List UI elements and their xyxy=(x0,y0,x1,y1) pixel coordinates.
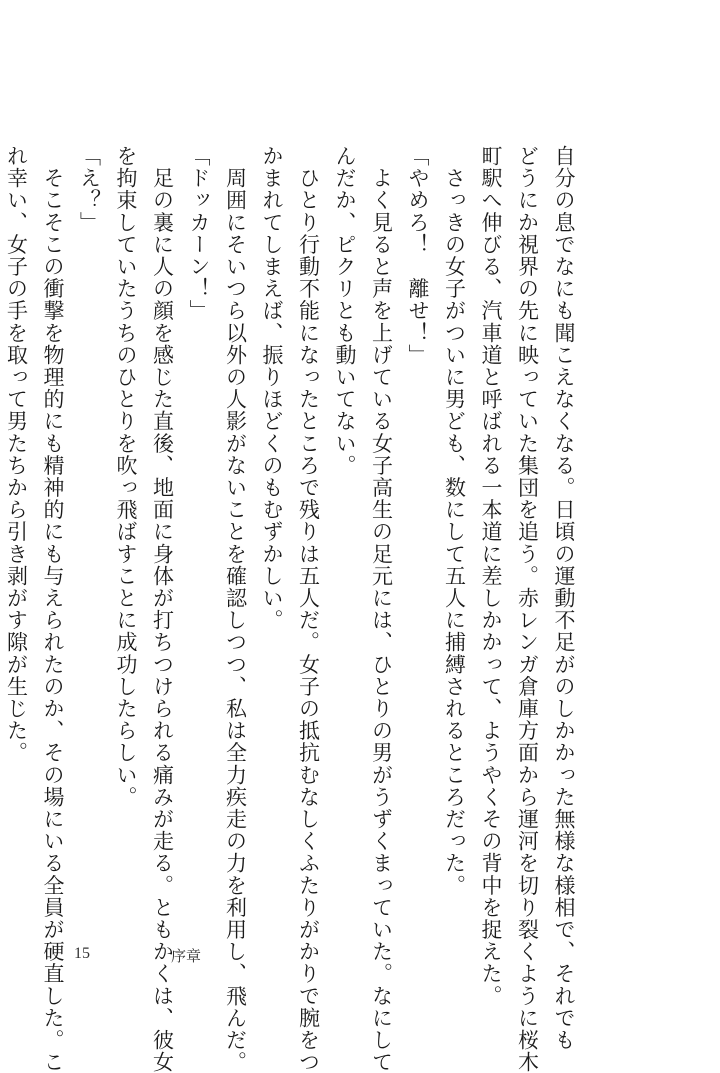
text-line: 足の裏に人の顔を感じた直後、地面に身体が打ちつけられる痛みが走る。ともかくは、彼女 xyxy=(150,145,175,1073)
text-line: よく見ると声を上げている女子高生の足元には、ひとりの男がうずくまっていた。なにして xyxy=(369,145,394,1073)
text-line: 「やめろ！ 離せ！」 xyxy=(406,145,430,366)
text-line: どうにか視界の先に映っていた集団を追う。赤レンガ倉庫方面から運河を切り裂くように桜木 xyxy=(515,145,540,1073)
text-line: を拘束していたうちのひとりを吹っ飛ばすことに成功したらしい。 xyxy=(114,145,138,808)
text-line: 町駅へ伸びる、汽車道と呼ばれる一本道に差しかかって、ようやくその背中を捉えた。 xyxy=(479,145,503,1007)
text-line: かまれてしまえば、振りほどくのもむずかしい。 xyxy=(260,145,284,632)
text-line: 周囲にそいつら以外の人影がないことを確認しつつ、私は全力疾走の力を利用し、飛んだ。 xyxy=(223,145,248,1073)
text-line: ひとり行動不能になったところで残りは五人だ。女子の抵抗むなしくふたりがかりで腕をつ xyxy=(296,145,321,1073)
text-line: んだか、ピクリとも動いてない。 xyxy=(333,145,357,477)
chapter-title: 序章 xyxy=(171,947,202,965)
text-line: さっきの女子がついに男ども、数にして五人に捕縛されるところだった。 xyxy=(442,145,467,897)
text-line: そこそこの衝撃を物理的にも精神的にも与えられたのか、その場にいる全員が硬直した。こ xyxy=(41,145,65,1073)
text-line: 「え？」 xyxy=(77,145,102,234)
text-line: れ幸い、女子の手を取って男たちから引き剥がす隙が生じた。 xyxy=(4,145,29,764)
text-line: 自分の息でなにも聞こえなくなる。日頃の運動不足がのしかかった無様な様相で、それでも xyxy=(552,145,576,1052)
text-line: 「ドッカーン！」 xyxy=(187,145,211,322)
page-number: 15 xyxy=(74,945,90,962)
